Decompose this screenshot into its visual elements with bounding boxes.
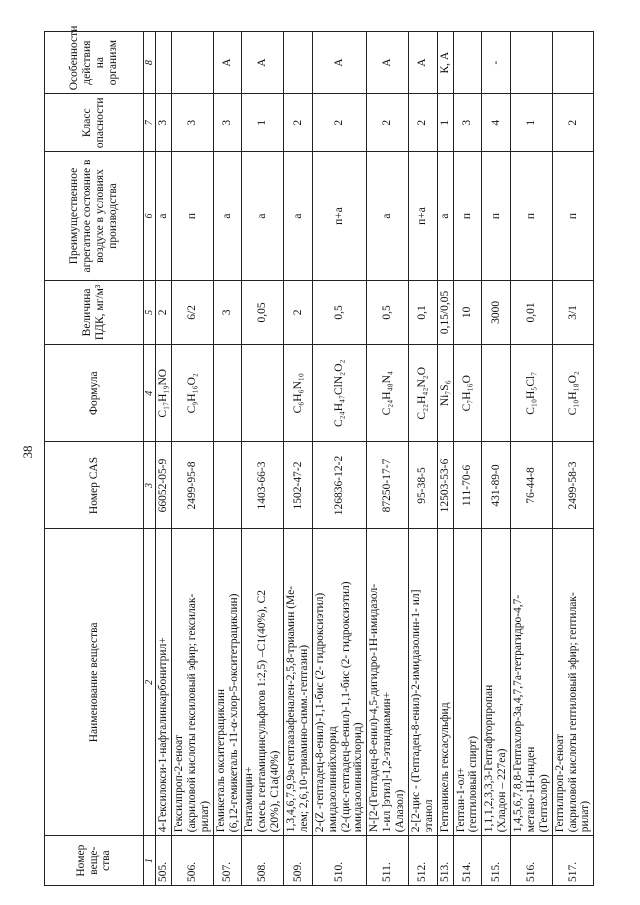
aggregate-state: п — [482, 152, 511, 281]
pdk-value: 0,05 — [242, 280, 284, 344]
substance-name — [312, 529, 367, 836]
action-features: К, А — [437, 32, 453, 94]
cas-number: 126836-12-2 — [312, 442, 367, 529]
substance-name-line: (акриловой кислоты гексиловый эфир; гексилак- — [185, 593, 198, 833]
hazard-class: 4 — [482, 94, 511, 152]
formula: C₁₀H₅Cl₇ — [511, 345, 553, 442]
column-header-5: Величина ПДК, мг/м³ — [45, 280, 144, 344]
substance-name-line: Гептан-1-ол+ — [454, 767, 467, 833]
hazard-class: 3 — [213, 94, 242, 152]
row-number: 506. — [172, 836, 214, 886]
substance-name-line: (Алазол) — [394, 789, 407, 833]
cas-number: 111-70-6 — [453, 442, 482, 529]
cas-number: 76-44-8 — [511, 442, 553, 529]
substance-name-line: метано-1Н-инден — [524, 746, 537, 833]
aggregate-state: п+а — [312, 152, 367, 281]
formula: C₇H₁₆O — [453, 345, 482, 442]
aggregate-state: а — [213, 152, 242, 281]
cas-number: 12503-53-6 — [437, 442, 453, 529]
column-header-8: Особенности действия на организм — [45, 32, 144, 94]
substance-name-line: лем; 2,6,10-триамино-симм.-гептазин) — [297, 644, 310, 833]
cas-number: 87250-17-7 — [367, 442, 409, 529]
hazard-class: 3 — [453, 94, 482, 152]
column-index-7: 7 — [144, 94, 156, 152]
table-row — [437, 32, 453, 886]
cas-number: 66052-05-9 — [156, 442, 172, 529]
pdk-value: 0,01 — [511, 280, 553, 344]
action-features — [511, 32, 553, 94]
hazard-class: 3 — [156, 94, 172, 152]
pdk-value: 6/2 — [172, 280, 214, 344]
substance-name-line: 1,4,5,6,7,8,8-Гептахлор-3а,4,7,7а-тетрагидро-4,7- — [512, 594, 525, 833]
aggregate-state: п — [172, 152, 214, 281]
action-features — [156, 32, 172, 94]
aggregate-state: п+а — [408, 152, 437, 281]
substance-name — [242, 529, 284, 836]
formula: C₆H₆N₁₀ — [284, 345, 313, 442]
header-row — [45, 32, 144, 886]
row-number: 516. — [511, 836, 553, 886]
cas-number — [213, 442, 242, 529]
row-number: 509. — [284, 836, 313, 886]
pdk-value: 3/1 — [552, 280, 594, 344]
table-row — [284, 32, 313, 886]
substance-name-line: 4-Гексилокси-1-нафталинкарбонитрил+ — [157, 637, 170, 833]
hazard-class: 2 — [312, 94, 367, 152]
substance-name-line: 1,3,4,6,7,9,9а-гептаазафенален-2,5,8-триамин (Ме- — [285, 585, 298, 833]
substance-name-line: (гептиловый спирт) — [467, 735, 480, 833]
action-features: А — [213, 32, 242, 94]
pdk-value: 0,5 — [312, 280, 367, 344]
pdk-value: 3000 — [482, 280, 511, 344]
cas-number: 2499-95-8 — [172, 442, 214, 529]
aggregate-state: а — [242, 152, 284, 281]
aggregate-state: п — [511, 152, 553, 281]
action-features — [172, 32, 214, 94]
row-number: 505. — [156, 836, 172, 886]
formula: C₂₄H₄₇ClN₂O₂ — [312, 345, 367, 442]
substance-name — [284, 529, 313, 836]
row-number: 513. — [437, 836, 453, 886]
column-header-6: Преимущественное агрегатное состояние в воздухе в условиях производства — [45, 152, 144, 281]
formula: C₁₀H₁₈O₂ — [552, 345, 594, 442]
row-number: 512. — [408, 836, 437, 886]
column-index-1: 1 — [144, 836, 156, 886]
aggregate-state: п — [552, 152, 594, 281]
substance-name-line: Гентамицин+ — [243, 766, 256, 833]
substance-name-line: (Хладон – 227еа) — [496, 748, 509, 833]
column-header-4: Формула — [45, 345, 144, 442]
rotated-page — [44, 25, 616, 886]
row-number: 511. — [367, 836, 409, 886]
action-features: А — [367, 32, 409, 94]
table-row — [156, 32, 172, 886]
substance-name-line: Гептаникель гексасульфид — [438, 702, 451, 833]
hazard-class: 1 — [242, 94, 284, 152]
row-number: 515. — [482, 836, 511, 886]
formula: C₂₄H₄₈N₄ — [367, 345, 409, 442]
table-row — [312, 32, 367, 886]
substance-name-line: имидазолинийхлорид — [326, 726, 339, 833]
cas-number: 1403-66-3 — [242, 442, 284, 529]
column-index-2: 2 — [144, 529, 156, 836]
aggregate-state: а — [284, 152, 313, 281]
hazard-class: 1 — [511, 94, 553, 152]
column-header-3: Номер CAS — [45, 442, 144, 529]
formula: C₂₂H₄₂N₂O — [408, 345, 437, 442]
substance-name — [408, 529, 437, 836]
row-number: 507. — [213, 836, 242, 886]
table-row — [482, 32, 511, 886]
table-row — [213, 32, 242, 886]
action-features — [284, 32, 313, 94]
aggregate-state: а — [156, 152, 172, 281]
formula — [242, 345, 284, 442]
column-header-1: Номер веще-ства — [45, 836, 144, 886]
substance-name-line: 1-ил ]этил]-1,2-этандиамин+ — [381, 691, 394, 833]
substance-name — [437, 529, 453, 836]
row-number: 508. — [242, 836, 284, 886]
substance-table — [44, 25, 594, 886]
substance-name — [172, 529, 214, 836]
substance-name-line: 1,1,1,2,3,3,3-Гептафторпропан — [483, 684, 496, 833]
substance-name — [511, 529, 553, 836]
substance-name-line: рилат) — [198, 800, 211, 833]
substance-name — [482, 529, 511, 836]
action-features — [552, 32, 594, 94]
column-header-7: Класс опасности — [45, 94, 144, 152]
column-index-4: 4 — [144, 345, 156, 442]
hazard-class: 2 — [408, 94, 437, 152]
pdk-value: 2 — [284, 280, 313, 344]
table-body — [156, 32, 594, 886]
substance-name-line: (20%), C1a(40%) — [269, 750, 282, 833]
substance-name — [156, 529, 172, 836]
action-features — [453, 32, 482, 94]
hazard-class: 2 — [552, 94, 594, 152]
table-row — [367, 32, 409, 886]
action-features: А — [312, 32, 367, 94]
action-features: А — [242, 32, 284, 94]
substance-name-line: (акриловой кислоты гептиловый эфир; гептилак- — [566, 592, 579, 833]
action-features: А — [408, 32, 437, 94]
table-row — [552, 32, 594, 886]
pdk-value: 10 — [453, 280, 482, 344]
formula — [213, 345, 242, 442]
formula — [482, 345, 511, 442]
table-row — [453, 32, 482, 886]
substance-name-line: этанол — [422, 799, 435, 833]
substance-name-line: имидазолинийхлорид) — [352, 722, 365, 833]
substance-name — [453, 529, 482, 836]
column-index-3: 3 — [144, 442, 156, 529]
hazard-class: 2 — [284, 94, 313, 152]
page-number: 38 — [20, 445, 35, 459]
pdk-value: 0,1 — [408, 280, 437, 344]
pdk-value: 2 — [156, 280, 172, 344]
table-row — [242, 32, 284, 886]
table-row — [172, 32, 214, 886]
formula: C₉H₁₆O₂ — [172, 345, 214, 442]
pdk-value: 0,15/0,05 — [437, 280, 453, 344]
hazard-class: 3 — [172, 94, 214, 152]
table-row — [408, 32, 437, 886]
aggregate-state: а — [437, 152, 453, 281]
column-index-8: 8 — [144, 32, 156, 94]
column-index-row — [144, 32, 156, 886]
substance-name-line: рилат) — [579, 800, 592, 833]
cas-number: 1502-47-2 — [284, 442, 313, 529]
table-row — [511, 32, 553, 886]
aggregate-state: п — [453, 152, 482, 281]
substance-name-line: Гемикеталь окситетрациклин — [214, 688, 227, 833]
pdk-value: 0,5 — [367, 280, 409, 344]
hazard-class: 2 — [367, 94, 409, 152]
substance-name-line: Гептилпроп-2-еноат — [553, 734, 566, 833]
formula: C₁₇H₁₉NO — [156, 345, 172, 442]
aggregate-state: а — [367, 152, 409, 281]
cas-number: 95-38-5 — [408, 442, 437, 529]
action-features: - — [482, 32, 511, 94]
substance-name — [213, 529, 242, 836]
substance-name-line: N-[2-(Гептадец-8-енил)-4,5-дигидро-1Н-имидазол- — [368, 583, 381, 833]
row-number: 510. — [312, 836, 367, 886]
column-index-6: 6 — [144, 152, 156, 281]
substance-name-line: 2-(Z -гептадец-8-енил)-1,1-бис (2- гидроксиэтил) — [313, 592, 326, 833]
substance-name-line: (2-(цис-гептадец-8-енил)-1,1-бис (2- гидроксиэтил) — [339, 581, 352, 833]
substance-name-line: 2-[2-цис - (Гептадец-8-енил)-2-имидазолин-1- ил] — [409, 589, 422, 833]
column-index-5: 5 — [144, 280, 156, 344]
hazard-class: 1 — [437, 94, 453, 152]
substance-name-line: (Гептахлор) — [537, 774, 550, 833]
cas-number: 431-89-0 — [482, 442, 511, 529]
substance-name-line: Гексилпроп-2-еноат — [173, 735, 186, 833]
pdk-value: 3 — [213, 280, 242, 344]
substance-name — [367, 529, 409, 836]
column-header-2: Наименование вещества — [45, 529, 144, 836]
substance-name-line: (6,12-гемикеталь -11-α-хлор-5-окситетрациклин) — [227, 593, 240, 833]
formula: Ni₇S₆ — [437, 345, 453, 442]
substance-name-line: (смесь гентамицинсульфатов 1:2,5) –C1(40%), C2 — [256, 589, 269, 833]
row-number: 514. — [453, 836, 482, 886]
row-number: 517. — [552, 836, 594, 886]
substance-name — [552, 529, 594, 836]
cas-number: 2499-58-3 — [552, 442, 594, 529]
